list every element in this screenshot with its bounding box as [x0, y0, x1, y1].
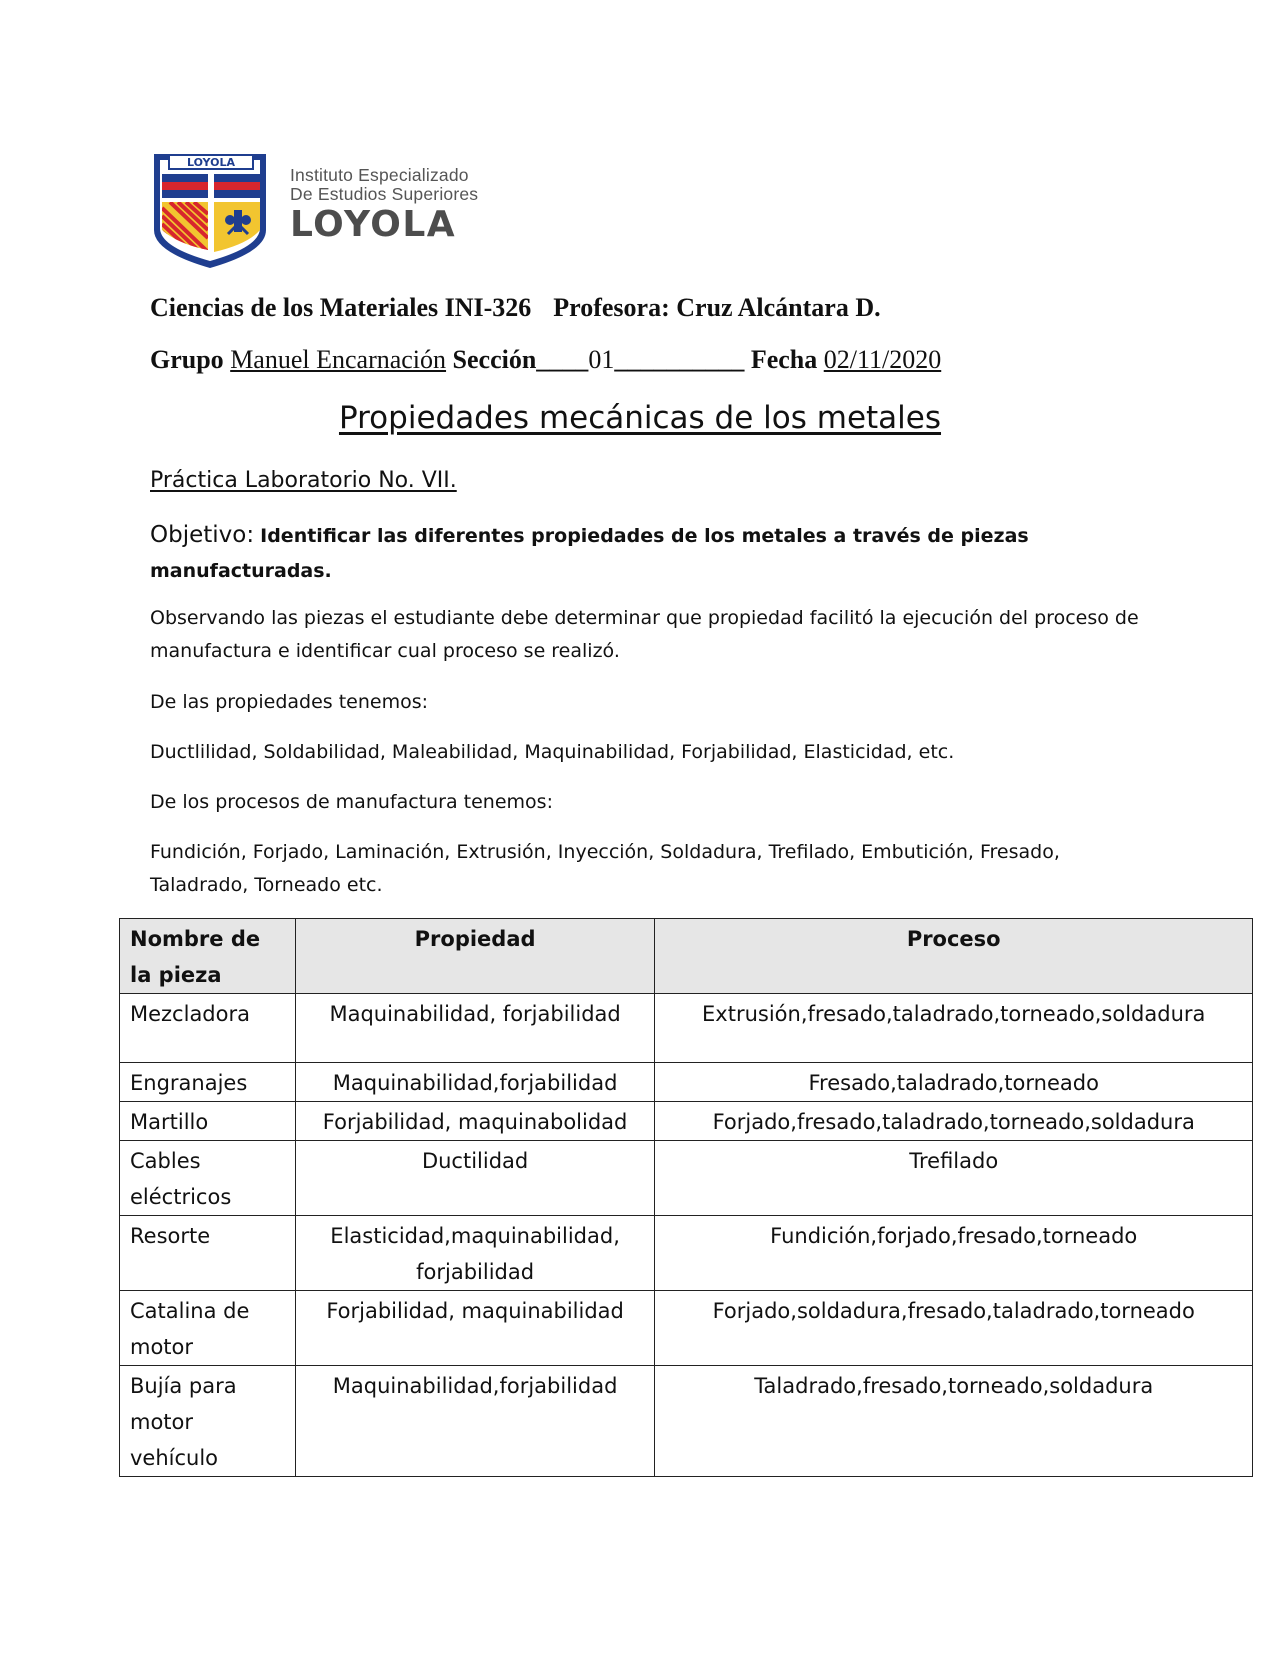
teacher-label: Profesora: — [553, 293, 670, 322]
logo-line-1: Instituto Especializado — [290, 165, 469, 185]
teacher-name: Cruz Alcántara D. — [676, 293, 881, 322]
table-row — [120, 1291, 1253, 1366]
cell-property: Maquinabilidad,forjabilidad — [295, 1063, 655, 1102]
cell-property: Ductilidad — [295, 1141, 655, 1216]
cell-process: Taladrado,fresado,torneado,soldadura — [655, 1366, 1253, 1477]
table-row — [120, 1216, 1253, 1291]
processes-list: Fundición, Forjado, Laminación, Extrusión, Inyección, Soldadura, Trefilado, Embutición, Fresado, Taladrado, Torneado etc. — [150, 841, 1060, 896]
cell-piece: Mezcladora — [120, 994, 296, 1063]
table-row — [120, 1063, 1253, 1102]
section-value: 01 — [588, 345, 615, 374]
table-row — [120, 1141, 1253, 1216]
cell-property: Maquinabilidad, forjabilidad — [295, 994, 655, 1063]
group-label: Grupo — [150, 345, 224, 374]
logo-wordmark — [290, 166, 478, 244]
cell-process: Trefilado — [655, 1141, 1253, 1216]
cell-property: Forjabilidad, maquinabilidad — [295, 1291, 655, 1366]
course-line — [150, 293, 881, 323]
section-trail: __________ — [614, 345, 745, 374]
institution-logo — [148, 148, 508, 273]
table-row — [120, 994, 1253, 1063]
cell-process: Forjado,fresado,taladrado,torneado,soldadura — [655, 1102, 1253, 1141]
table-row — [120, 1102, 1253, 1141]
group-value: Manuel Encarnación — [230, 345, 447, 374]
processes-intro: De los procesos de manufactura tenemos: — [150, 791, 553, 813]
header-process: Proceso — [655, 919, 1253, 994]
properties-intro: De las propiedades tenemos: — [150, 691, 429, 713]
table-header-row — [120, 919, 1253, 994]
section-label: Sección____ — [452, 345, 589, 374]
date-label: Fecha — [750, 345, 818, 374]
cell-process: Fresado,taladrado,torneado — [655, 1063, 1253, 1102]
cell-property: Forjabilidad, maquinabolidad — [295, 1102, 655, 1141]
cell-piece: Catalina de motor — [120, 1291, 296, 1366]
group-line — [150, 345, 941, 375]
instructions-paragraph: Observando las piezas el estudiante debe determinar que propiedad facilitó la ejecución del proceso de manufactura e identificar cual proceso se realizó. — [150, 607, 1139, 662]
shield-emblem-icon — [148, 148, 273, 273]
practice-number: Práctica Laboratorio No. VII. — [150, 468, 457, 493]
cell-process: Fundición,forjado,fresado,torneado — [655, 1216, 1253, 1291]
cell-property: Elasticidad,maquinabilidad, forjabilidad — [295, 1216, 655, 1291]
objective-text: Identificar las diferentes propiedades de los metales a través de piezas manufacturadas. — [150, 525, 1029, 582]
table-row — [120, 1366, 1253, 1477]
course-name: Ciencias de los Materiales INI-326 — [150, 293, 532, 322]
header-property: Propiedad — [295, 919, 655, 994]
properties-table — [119, 918, 1253, 1477]
document-title: Propiedades mecánicas de los metales — [338, 400, 942, 436]
cell-property: Maquinabilidad,forjabilidad — [295, 1366, 655, 1477]
logo-line-2: De Estudios Superiores — [290, 184, 479, 204]
cell-piece: Martillo — [120, 1102, 296, 1141]
logo-name: LOYOLA — [290, 204, 457, 245]
date-value: 02/11/2020 — [823, 345, 942, 374]
cell-piece: Cables eléctricos — [120, 1141, 296, 1216]
cell-process: Extrusión,fresado,taladrado,torneado,soldadura — [655, 994, 1253, 1063]
shield-banner-text: LOYOLA — [186, 156, 236, 169]
objective-label: Objetivo: — [150, 522, 255, 548]
cell-process: Forjado,soldadura,fresado,taladrado,torneado — [655, 1291, 1253, 1366]
cell-piece: Bujía para motor vehículo — [120, 1366, 296, 1477]
objective-paragraph — [150, 518, 1140, 589]
cell-piece: Resorte — [120, 1216, 296, 1291]
properties-list: Ductlilidad, Soldabilidad, Maleabilidad, Maquinabilidad, Forjabilidad, Elasticidad, etc. — [150, 741, 955, 763]
header-piece-name: Nombre de la pieza — [120, 919, 296, 994]
cell-piece: Engranajes — [120, 1063, 296, 1102]
